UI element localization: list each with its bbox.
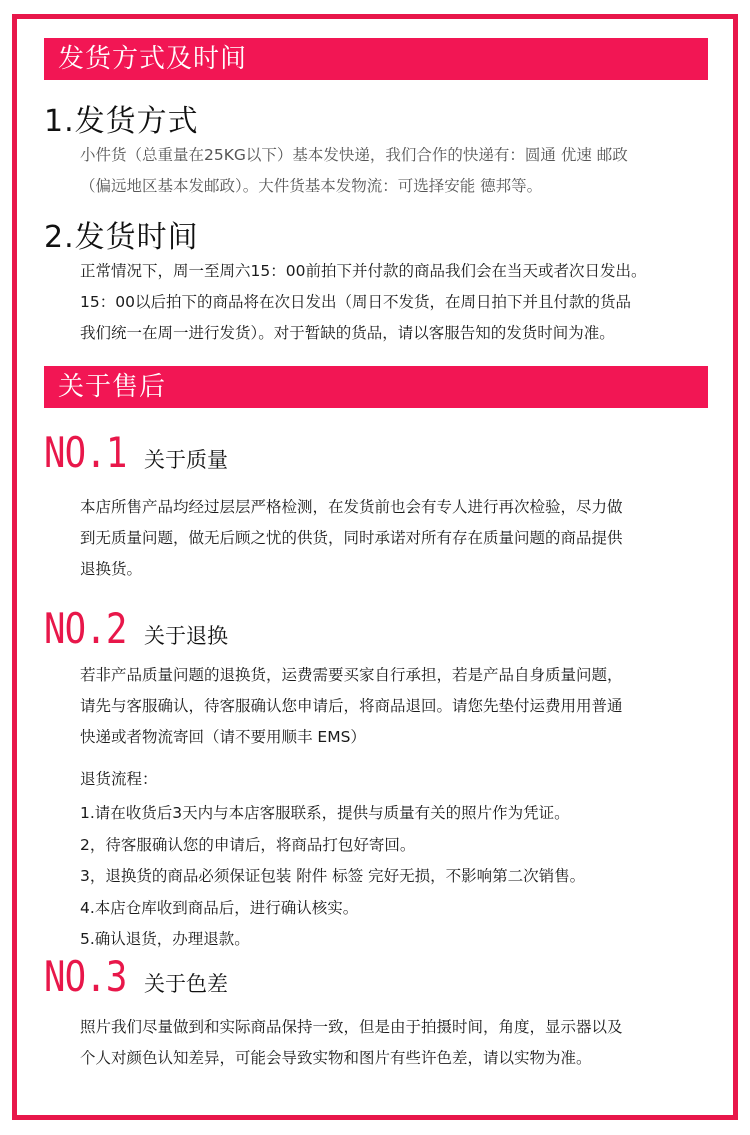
text-line: 本店所售产品均经过层层严格检测，在发货前也会有专人进行再次检验，尽力做 xyxy=(80,498,623,516)
section-color-heading xyxy=(44,952,228,1001)
return-process-title: 退货流程： xyxy=(80,770,158,788)
shipping-time-title: 2.发货时间 xyxy=(44,220,199,255)
text-line: （偏远地区基本发邮政）。大件货基本发物流：可选择安能 德邦等。 xyxy=(80,177,543,195)
list-item: 3，退换货的商品必须保证包装 附件 标签 完好无损，不影响第二次销售。 xyxy=(80,867,586,885)
text-line: 退换货。 xyxy=(80,560,143,578)
section-quality-heading xyxy=(44,428,228,477)
section-return-heading xyxy=(44,604,228,653)
aftersale-banner: 关于售后 xyxy=(44,366,708,408)
text-line: 正常情况下，周一至周六15：00前拍下并付款的商品我们会在当天或者次日发出。 xyxy=(80,262,647,280)
text-line: 我们统一在周一进行发货）。对于暂缺的货品，请以客服告知的发货时间为准。 xyxy=(80,324,615,342)
text-line: 若非产品质量问题的退换货，运费需要买家自行承担，若是产品自身质量问题， xyxy=(80,666,623,684)
list-item: 1.请在收货后3天内与本店客服联系，提供与质量有关的照片作为凭证。 xyxy=(80,804,570,822)
text-line: 照片我们尽量做到和实际商品保持一致，但是由于拍摄时间，角度，显示器以及 xyxy=(80,1018,623,1036)
section-title: 关于质量 xyxy=(144,448,228,472)
section-number: NO.2 xyxy=(44,604,127,653)
shipping-banner: 发货方式及时间 xyxy=(44,38,708,80)
section-color-text xyxy=(80,1012,623,1074)
shipping-method-text xyxy=(80,140,628,202)
text-line: 15：00以后拍下的商品将在次日发出（周日不发货，在周日拍下并且付款的货品 xyxy=(80,293,631,311)
list-item: 5.确认退货，办理退款。 xyxy=(80,930,250,948)
section-title: 关于退换 xyxy=(144,624,228,648)
list-item: 4.本店仓库收到商品后，进行确认核实。 xyxy=(80,898,359,917)
text-line: 个人对颜色认知差异，可能会导致实物和图片有些许色差，请以实物为准。 xyxy=(80,1049,592,1067)
shipping-method-title: 1.发货方式 xyxy=(44,104,199,139)
section-number: NO.1 xyxy=(44,428,127,477)
section-return-text xyxy=(80,660,623,753)
text-line: 小件货（总重量在25KG以下）基本发快递，我们合作的快递有：圆通 优速 邮政 xyxy=(80,146,628,164)
return-process-steps xyxy=(80,798,585,956)
section-title: 关于色差 xyxy=(144,972,228,996)
text-line: 快递或者物流寄回（请不要用顺丰 EMS） xyxy=(80,728,366,746)
list-item: 2，待客服确认您的申请后，将商品打包好寄回。 xyxy=(80,835,416,854)
shipping-time-text xyxy=(80,256,646,349)
section-quality-text xyxy=(80,492,623,585)
section-number: NO.3 xyxy=(44,952,127,1001)
text-line: 请先与客服确认，待客服确认您申请后，将商品退回。请您先垫付运费用用普通 xyxy=(80,697,623,715)
text-line: 到无质量问题，做无后顾之忧的供货，同时承诺对所有存在质量问题的商品提供 xyxy=(80,529,623,547)
